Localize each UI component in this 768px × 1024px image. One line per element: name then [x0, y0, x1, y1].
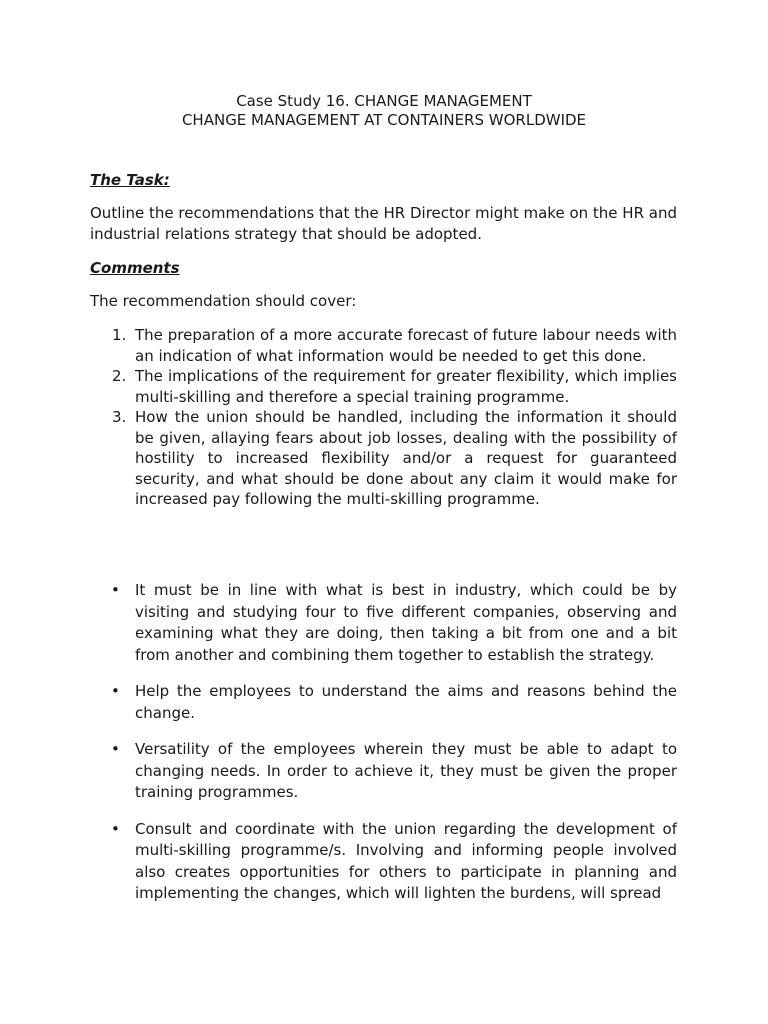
title-block: [0, 92, 768, 130]
list-item-text: The implications of the requirement for greater flexibility, which implies multi-skilling and therefore a special training programme.: [135, 367, 677, 406]
bullet-icon: •: [111, 682, 120, 700]
task-paragraph: Outline the recommendations that the HR Director might make on the HR and industrial relations strategy that should be adopted.: [90, 204, 677, 243]
bullet-item: [90, 739, 677, 804]
comments-heading: Comments: [90, 259, 180, 277]
bullet-icon: •: [111, 740, 120, 758]
recommendation-list: [90, 325, 677, 510]
list-number: 1.: [112, 326, 127, 344]
list-item: [90, 407, 677, 510]
bullet-item: [90, 819, 677, 905]
bullet-item: [90, 681, 677, 724]
document-title: Case Study 16. CHANGE MANAGEMENT: [236, 92, 532, 110]
bullet-text: Versatility of the employees wherein they must be able to adapt to changing needs. In order to achieve it, they must be given the proper training programmes.: [135, 740, 677, 801]
bullet-text: It must be in line with what is best in industry, which could be by visiting and studying four to five different companies, observing and examining what they are doing, then taking a bit from one and a bit from another and combining them together to establish the strategy.: [135, 581, 677, 664]
list-number: 2.: [112, 367, 127, 385]
list-number: 3.: [112, 408, 127, 426]
document-subtitle: CHANGE MANAGEMENT AT CONTAINERS WORLDWIDE: [181, 111, 587, 129]
task-heading: The Task:: [90, 171, 170, 189]
bullet-text: Consult and coordinate with the union regarding the development of multi-skilling programme/s. Involving and informing people involved also creates opportunities for others to participate in planning and implementing the changes, which will lighten the burdens, will spread: [135, 819, 677, 902]
intro-paragraph: The recommendation should cover:: [90, 292, 357, 310]
bullet-text: Help the employees to understand the aims and reasons behind the change.: [135, 682, 677, 722]
bullet-item: [90, 580, 677, 666]
list-item-text: The preparation of a more accurate forecast of future labour needs with an indication of what information would be needed to get this done.: [135, 326, 677, 365]
bullet-icon: •: [111, 819, 120, 838]
list-item: [90, 366, 677, 407]
bullet-icon: •: [111, 581, 120, 599]
list-item-text: How the union should be handled, including the information it should be given, allaying fears about job losses, dealing with the possibility of hostility to increased flexibility and/or a request for guaranteed security, and what should be done about any claim it would make for increased pay following the multi-skilling programme.: [135, 408, 677, 508]
bullet-list: [90, 580, 677, 920]
list-item: [90, 325, 677, 366]
